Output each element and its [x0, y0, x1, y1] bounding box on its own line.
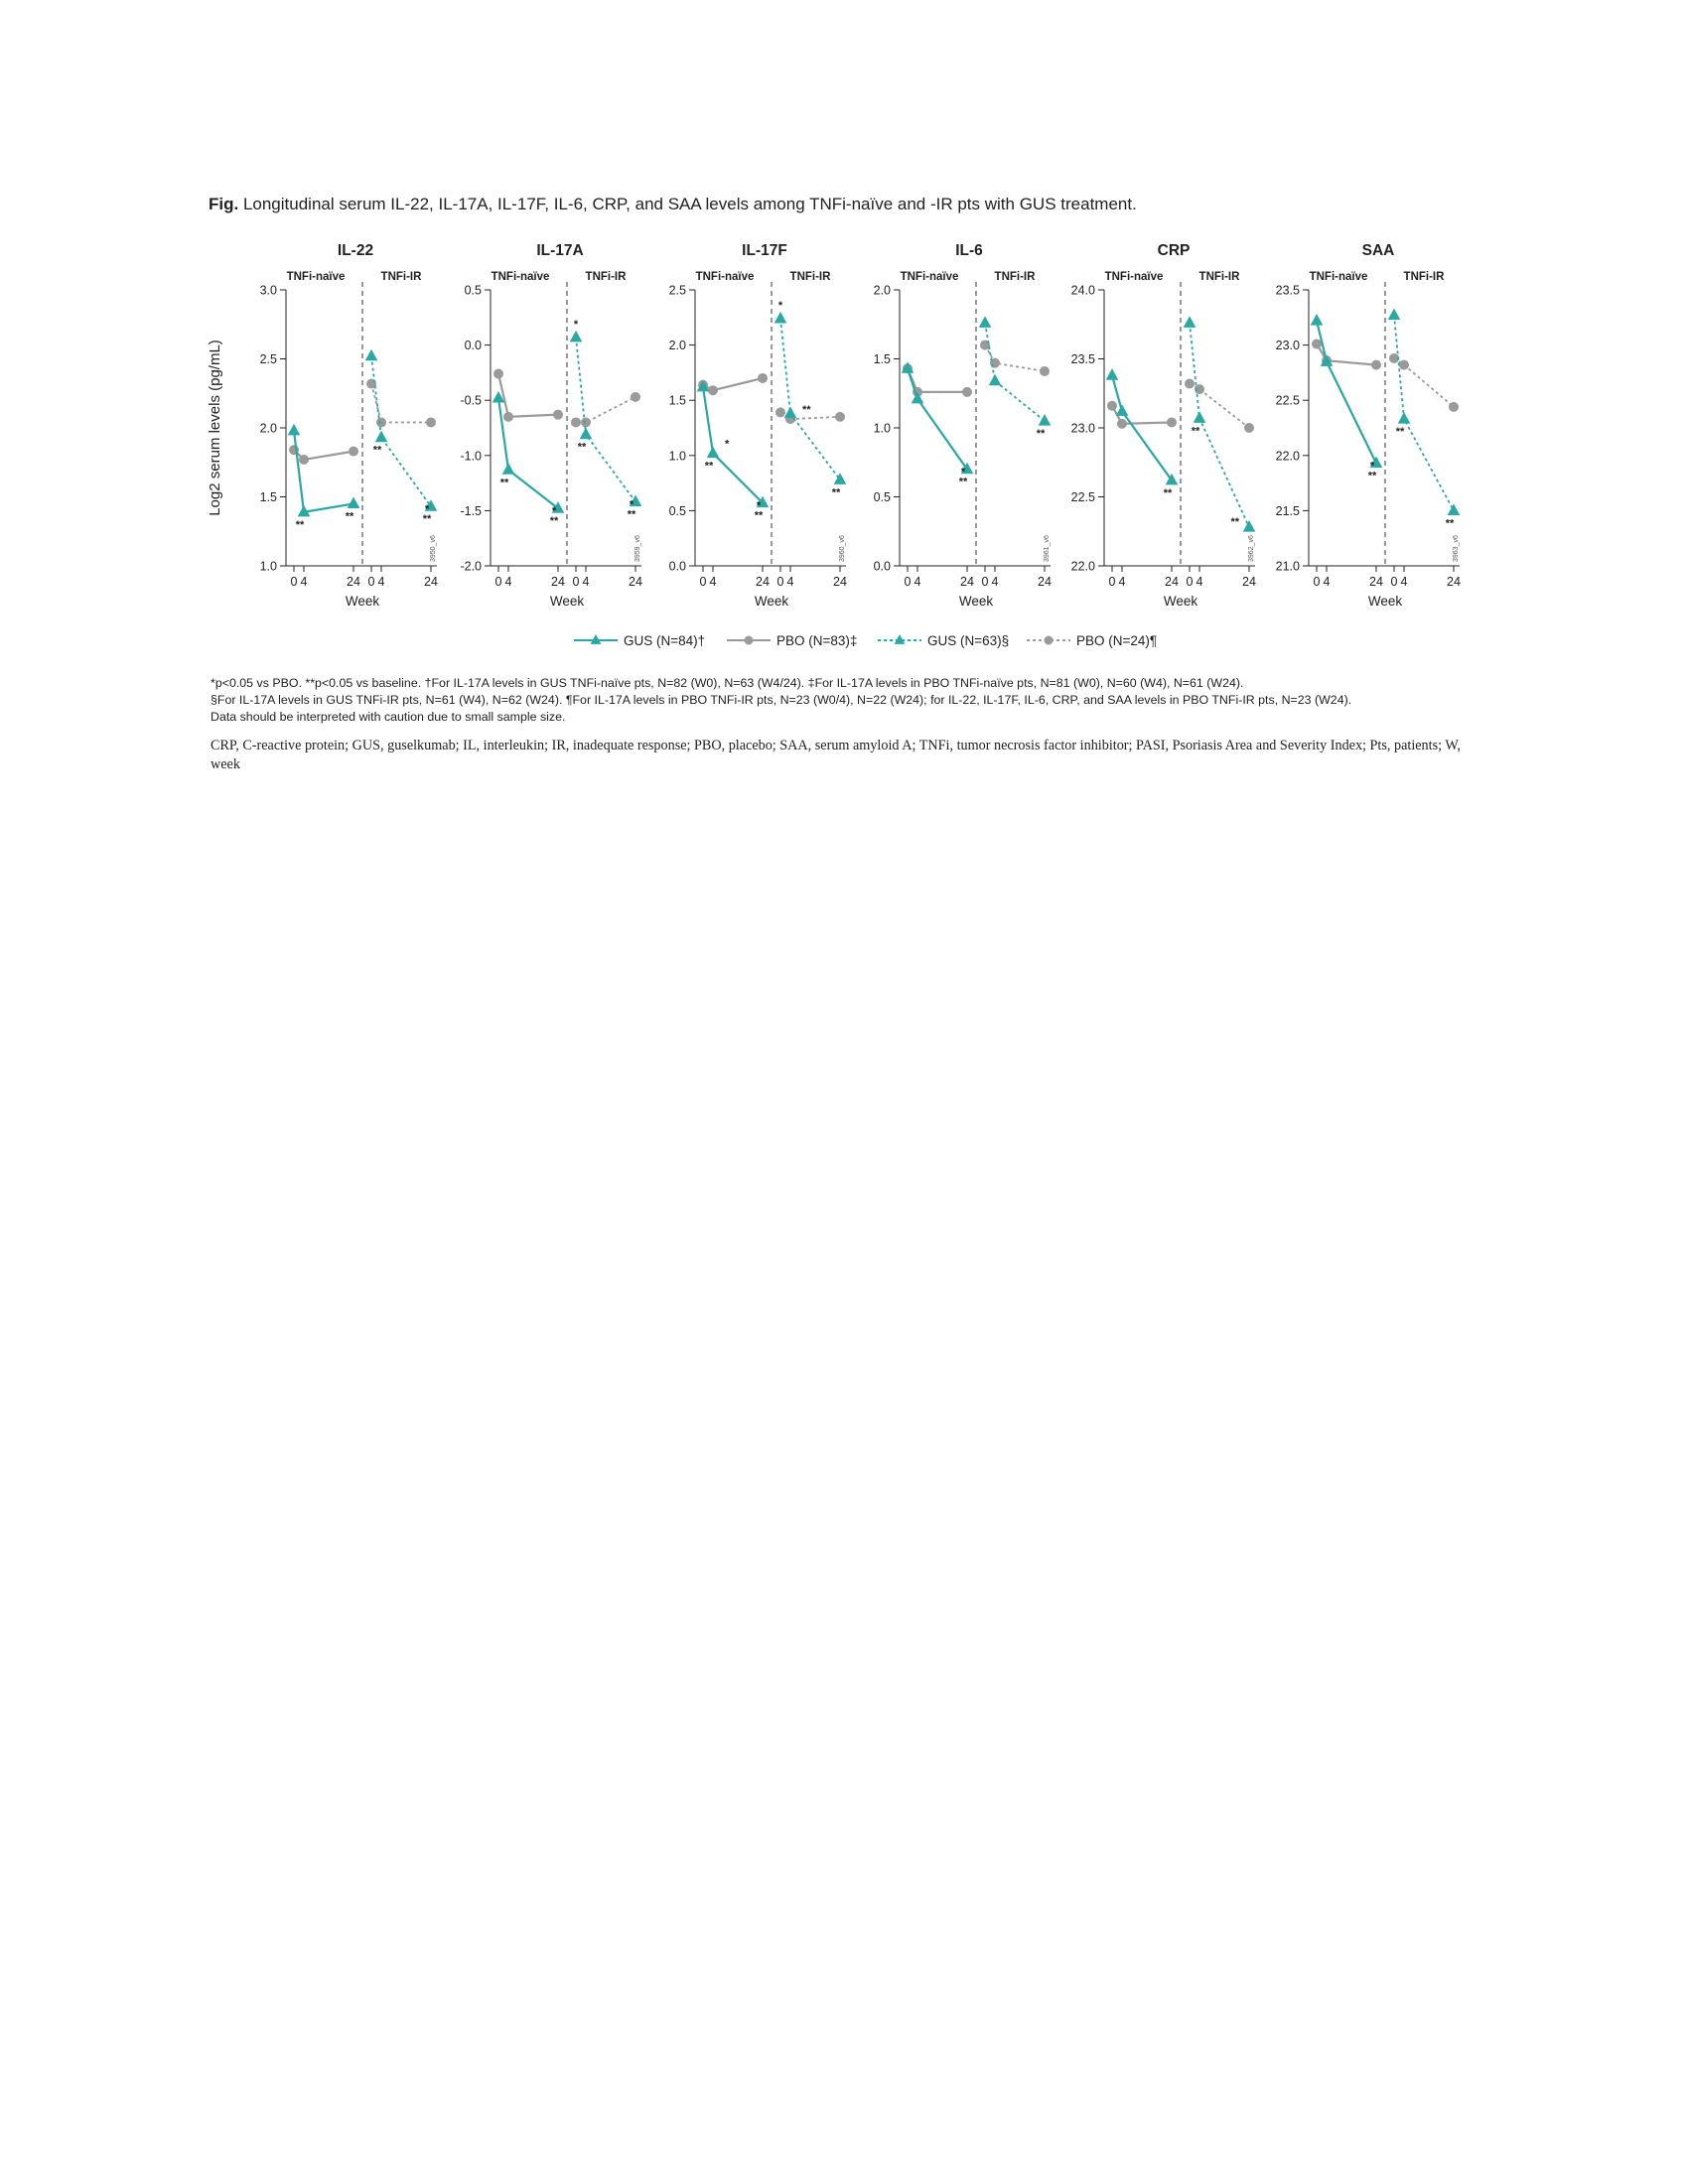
y-tick-label: -1.0 — [460, 449, 482, 464]
data-point — [1399, 360, 1409, 370]
significance-marker: ** — [549, 515, 559, 528]
x-tick-label: 24 — [960, 575, 974, 589]
series-line-naive-pbo — [498, 374, 558, 417]
legend-marker-0 — [591, 634, 602, 644]
x-axis-label: Week — [1163, 594, 1198, 609]
chart-code: 3961_v6 — [1044, 535, 1051, 562]
series-line-naive-gus — [908, 368, 967, 469]
data-point — [979, 316, 992, 328]
significance-marker: ** — [295, 518, 305, 531]
data-point — [962, 387, 972, 397]
y-tick-label: 1.5 — [668, 393, 686, 408]
significance-marker: ** — [831, 486, 841, 499]
significance-marker: ** — [577, 441, 587, 454]
data-point — [1185, 379, 1195, 389]
group-label-ir: TNFi-IR — [994, 271, 1036, 283]
y-tick-label: 1.0 — [259, 559, 277, 574]
data-point — [502, 463, 515, 475]
y-tick-label: -0.5 — [460, 393, 482, 408]
group-label-naive: TNFi-naïve — [900, 271, 959, 283]
chart-panel-il-6 — [874, 242, 1052, 609]
significance-marker: * — [960, 466, 966, 478]
legend — [574, 633, 1157, 648]
y-tick-label: 1.0 — [873, 421, 891, 436]
significance-marker: ** — [754, 509, 764, 522]
data-point — [1194, 411, 1206, 423]
significance-marker: ** — [627, 508, 636, 521]
x-tick-label: 4 — [1196, 575, 1203, 589]
x-tick-label: 4 — [1400, 575, 1408, 589]
y-tick-label: 2.0 — [668, 339, 686, 353]
y-tick-label: 21.0 — [1275, 559, 1300, 574]
chart-title: IL-17F — [742, 242, 787, 259]
significance-marker: * — [777, 299, 783, 312]
data-point — [365, 349, 378, 361]
x-tick-label: 4 — [1323, 575, 1331, 589]
y-tick-label: -1.5 — [460, 503, 482, 518]
significance-marker: * — [629, 498, 634, 511]
x-axis-label: Week — [1367, 594, 1403, 609]
x-tick-label: 24 — [1447, 575, 1461, 589]
x-tick-label: 24 — [1038, 575, 1052, 589]
significance-marker: ** — [345, 510, 354, 523]
significance-marker: ** — [958, 476, 968, 488]
data-point — [1448, 503, 1461, 515]
data-point — [1117, 419, 1127, 429]
x-axis-label: Week — [549, 594, 585, 609]
data-point — [1116, 404, 1129, 416]
data-point — [376, 417, 386, 427]
y-tick-label: 21.5 — [1275, 503, 1300, 518]
chart-code: 3962_v6 — [1248, 535, 1255, 562]
data-point — [288, 424, 301, 436]
x-axis-label: Week — [754, 594, 789, 609]
chart-title: IL-22 — [337, 242, 374, 259]
chart-panel-il-17a — [460, 242, 642, 609]
group-label-naive: TNFi-naïve — [695, 271, 755, 283]
data-point — [774, 312, 787, 324]
data-point — [758, 373, 768, 383]
x-tick-label: 0 — [1313, 575, 1321, 589]
data-point — [784, 407, 797, 419]
x-tick-label: 4 — [914, 575, 921, 589]
legend-marker-3 — [1045, 636, 1054, 645]
data-point — [1106, 368, 1119, 380]
significance-marker: ** — [1445, 517, 1455, 530]
chart-title: IL-17A — [536, 242, 584, 259]
group-label-naive: TNFi-naïve — [286, 271, 346, 283]
chart-code: 3950_v6 — [430, 535, 437, 562]
y-tick-label: 0.0 — [668, 559, 686, 574]
x-tick-label: 0 — [1390, 575, 1398, 589]
data-point — [1398, 412, 1411, 424]
y-tick-label: 24.0 — [1070, 283, 1095, 298]
y-tick-label: 23.5 — [1275, 283, 1300, 298]
data-point — [503, 412, 513, 422]
x-tick-label: 24 — [1369, 575, 1383, 589]
abbreviations-note: CRP, C-reactive protein; GUS, guselkumab; IL, interleukin; IR, inadequate response; PBO, placebo; SAA, serum amyloid A; TNFi, tumor necrosis factor inhibitor; PASI, Psoriasis Area and Severity Index; Pts, patients; W, week — [211, 738, 1461, 772]
data-point — [348, 496, 360, 508]
group-label-naive: TNFi-naïve — [1104, 271, 1164, 283]
x-tick-label: 24 — [833, 575, 847, 589]
y-tick-label: 0.5 — [668, 503, 686, 518]
x-tick-label: 0 — [776, 575, 784, 589]
data-point — [834, 473, 847, 484]
significance-marker: ** — [422, 513, 432, 526]
data-point — [1243, 520, 1256, 532]
significance-marker: * — [573, 318, 579, 331]
x-tick-label: 4 — [377, 575, 385, 589]
x-tick-label: 0 — [699, 575, 707, 589]
series-line-ir-gus — [1394, 316, 1454, 511]
significance-marker: ** — [802, 404, 811, 417]
chart-title: CRP — [1157, 242, 1191, 259]
x-tick-label: 0 — [367, 575, 375, 589]
y-tick-label: 3.0 — [259, 283, 277, 298]
x-tick-label: 24 — [424, 575, 438, 589]
y-tick-label: 22.0 — [1275, 449, 1300, 464]
data-point — [1388, 309, 1401, 321]
y-tick-label: 1.0 — [668, 449, 686, 464]
significance-marker: ** — [1036, 428, 1046, 441]
data-point — [375, 431, 388, 443]
series-line-naive-gus — [294, 431, 353, 512]
significance-marker: ** — [1395, 426, 1405, 439]
figure-title-text: Longitudinal serum IL-22, IL-17A, IL-17F, IL-6, CRP, and SAA levels among TNFi-naïve and -IR pts with GUS treatment. — [238, 195, 1137, 213]
y-tick-label: 1.5 — [873, 352, 891, 366]
chart-code: 3960_v6 — [839, 535, 846, 562]
significance-marker: ** — [1163, 486, 1173, 499]
data-point — [707, 447, 720, 459]
legend-marker-1 — [745, 636, 754, 645]
x-tick-label: 0 — [290, 575, 298, 589]
y-tick-label: 23.5 — [1070, 352, 1095, 366]
legend-label-1: PBO (N=83)‡ — [776, 633, 858, 648]
data-point — [1449, 402, 1459, 412]
x-tick-label: 4 — [300, 575, 308, 589]
footnote-line-3: Data should be interpreted with caution due to small sample size. — [211, 710, 566, 724]
y-tick-label: 0.5 — [873, 490, 891, 504]
data-point — [571, 417, 581, 427]
data-point — [1184, 316, 1196, 328]
significance-marker: * — [1369, 460, 1375, 473]
data-point — [299, 455, 309, 465]
data-point — [426, 417, 436, 427]
y-tick-label: 2.5 — [668, 283, 686, 298]
series-line-ir-pbo — [371, 384, 431, 423]
data-point — [570, 331, 583, 342]
x-tick-label: 0 — [981, 575, 989, 589]
significance-marker: * — [551, 505, 557, 518]
x-tick-label: 0 — [1108, 575, 1116, 589]
significance-marker: ** — [372, 444, 382, 457]
x-tick-label: 4 — [709, 575, 717, 589]
significance-marker: ** — [1191, 425, 1200, 438]
y-tick-label: 22.5 — [1275, 393, 1300, 408]
y-tick-label: 23.0 — [1070, 421, 1095, 436]
group-label-ir: TNFi-IR — [585, 271, 627, 283]
y-tick-label: 0.5 — [464, 283, 482, 298]
y-tick-label: -2.0 — [460, 559, 482, 574]
data-point — [775, 407, 785, 417]
series-line-ir-gus — [371, 356, 431, 507]
series-line-naive-gus — [703, 387, 763, 503]
charts-panel — [0, 0, 1688, 675]
x-tick-label: 4 — [504, 575, 512, 589]
group-label-ir: TNFi-IR — [1198, 271, 1240, 283]
group-label-ir: TNFi-IR — [380, 271, 422, 283]
data-point — [1040, 366, 1050, 376]
chart-title: SAA — [1361, 242, 1395, 259]
x-tick-label: 24 — [756, 575, 770, 589]
x-tick-label: 24 — [1165, 575, 1179, 589]
legend-marker-2 — [895, 634, 906, 644]
significance-marker: * — [424, 503, 430, 516]
group-label-ir: TNFi-IR — [789, 271, 831, 283]
significance-marker: ** — [1230, 516, 1239, 529]
data-point — [631, 392, 640, 402]
data-point — [1312, 339, 1322, 348]
chart-panel-il-17f — [669, 242, 847, 609]
y-tick-label: 22.0 — [1070, 559, 1095, 574]
data-point — [1371, 360, 1381, 370]
data-point — [1039, 414, 1052, 426]
data-point — [1244, 423, 1254, 433]
chart-panel-crp — [1071, 242, 1256, 609]
legend-label-0: GUS (N=84)† — [624, 633, 706, 648]
significance-marker: * — [725, 438, 730, 451]
data-point — [835, 412, 845, 422]
y-axis-label: Log2 serum levels (pg/mL) — [207, 340, 223, 516]
chart-panel-saa — [1276, 242, 1461, 609]
chart-code: 3959_v6 — [634, 535, 641, 562]
x-tick-label: 4 — [786, 575, 794, 589]
y-tick-label: 23.0 — [1275, 339, 1300, 353]
y-tick-label: 22.5 — [1070, 490, 1095, 504]
chart-title: IL-6 — [955, 242, 983, 259]
significance-marker: ** — [1367, 470, 1377, 482]
footnote-line-1: *p<0.05 vs PBO. **p<0.05 vs baseline. †For IL-17A levels in GUS TNFi-naïve pts, N=82 (W0), N=63 (W4/24). ‡For IL-17A levels in PBO TNFi-naïve pts, N=81 (W0), N=60 (W4), N=61 (W24). — [211, 676, 1244, 690]
data-point — [349, 447, 358, 457]
x-axis-label: Week — [958, 594, 994, 609]
group-label-naive: TNFi-naïve — [491, 271, 550, 283]
x-tick-label: 24 — [347, 575, 360, 589]
y-tick-label: 2.5 — [259, 352, 277, 366]
x-tick-label: 0 — [572, 575, 580, 589]
data-point — [580, 428, 593, 440]
x-tick-label: 0 — [494, 575, 502, 589]
x-tick-label: 0 — [1186, 575, 1194, 589]
x-tick-label: 24 — [1242, 575, 1256, 589]
series-line-ir-gus — [780, 319, 840, 479]
series-line-ir-gus — [985, 323, 1045, 421]
x-tick-label: 4 — [991, 575, 999, 589]
y-tick-label: 0.0 — [873, 559, 891, 574]
significance-marker: ** — [499, 477, 509, 489]
y-tick-label: 0.0 — [464, 339, 482, 353]
series-line-naive-gus — [1317, 321, 1376, 463]
y-tick-label: 2.0 — [259, 421, 277, 436]
x-tick-label: 0 — [904, 575, 912, 589]
figure-title-lead: Fig. — [209, 195, 239, 213]
data-point — [989, 374, 1002, 386]
chart-code: 3963_v6 — [1453, 535, 1460, 562]
significance-marker: * — [756, 499, 762, 512]
data-point — [708, 385, 718, 395]
significance-marker: ** — [704, 460, 714, 473]
data-point — [581, 417, 591, 427]
x-tick-label: 24 — [629, 575, 642, 589]
data-point — [553, 410, 563, 420]
data-point — [1311, 314, 1324, 326]
x-tick-label: 4 — [582, 575, 590, 589]
data-point — [1107, 401, 1117, 411]
legend-label-2: GUS (N=63)§ — [927, 633, 1010, 648]
chart-panel-il-22 — [260, 242, 438, 609]
x-tick-label: 24 — [551, 575, 565, 589]
x-axis-label: Week — [345, 594, 380, 609]
group-label-ir: TNFi-IR — [1403, 271, 1445, 283]
group-label-naive: TNFi-naïve — [1309, 271, 1368, 283]
data-point — [1167, 417, 1177, 427]
x-tick-label: 4 — [1118, 575, 1126, 589]
footnote-line-2: §For IL-17A levels in GUS TNFi-IR pts, N=61 (W4), N=62 (W24). ¶For IL-17A levels in PBO TNFi-IR pts, N=23 (W0/4), N=22 (W24); for IL-22, IL-17F, IL-6, CRP, and SAA levels in PBO TNFi-IR pts, N=23 (W24). — [211, 693, 1352, 707]
y-tick-label: 2.0 — [873, 283, 891, 298]
data-point — [493, 369, 503, 379]
y-tick-label: 1.5 — [259, 490, 277, 504]
legend-label-3: PBO (N=24)¶ — [1076, 633, 1158, 648]
